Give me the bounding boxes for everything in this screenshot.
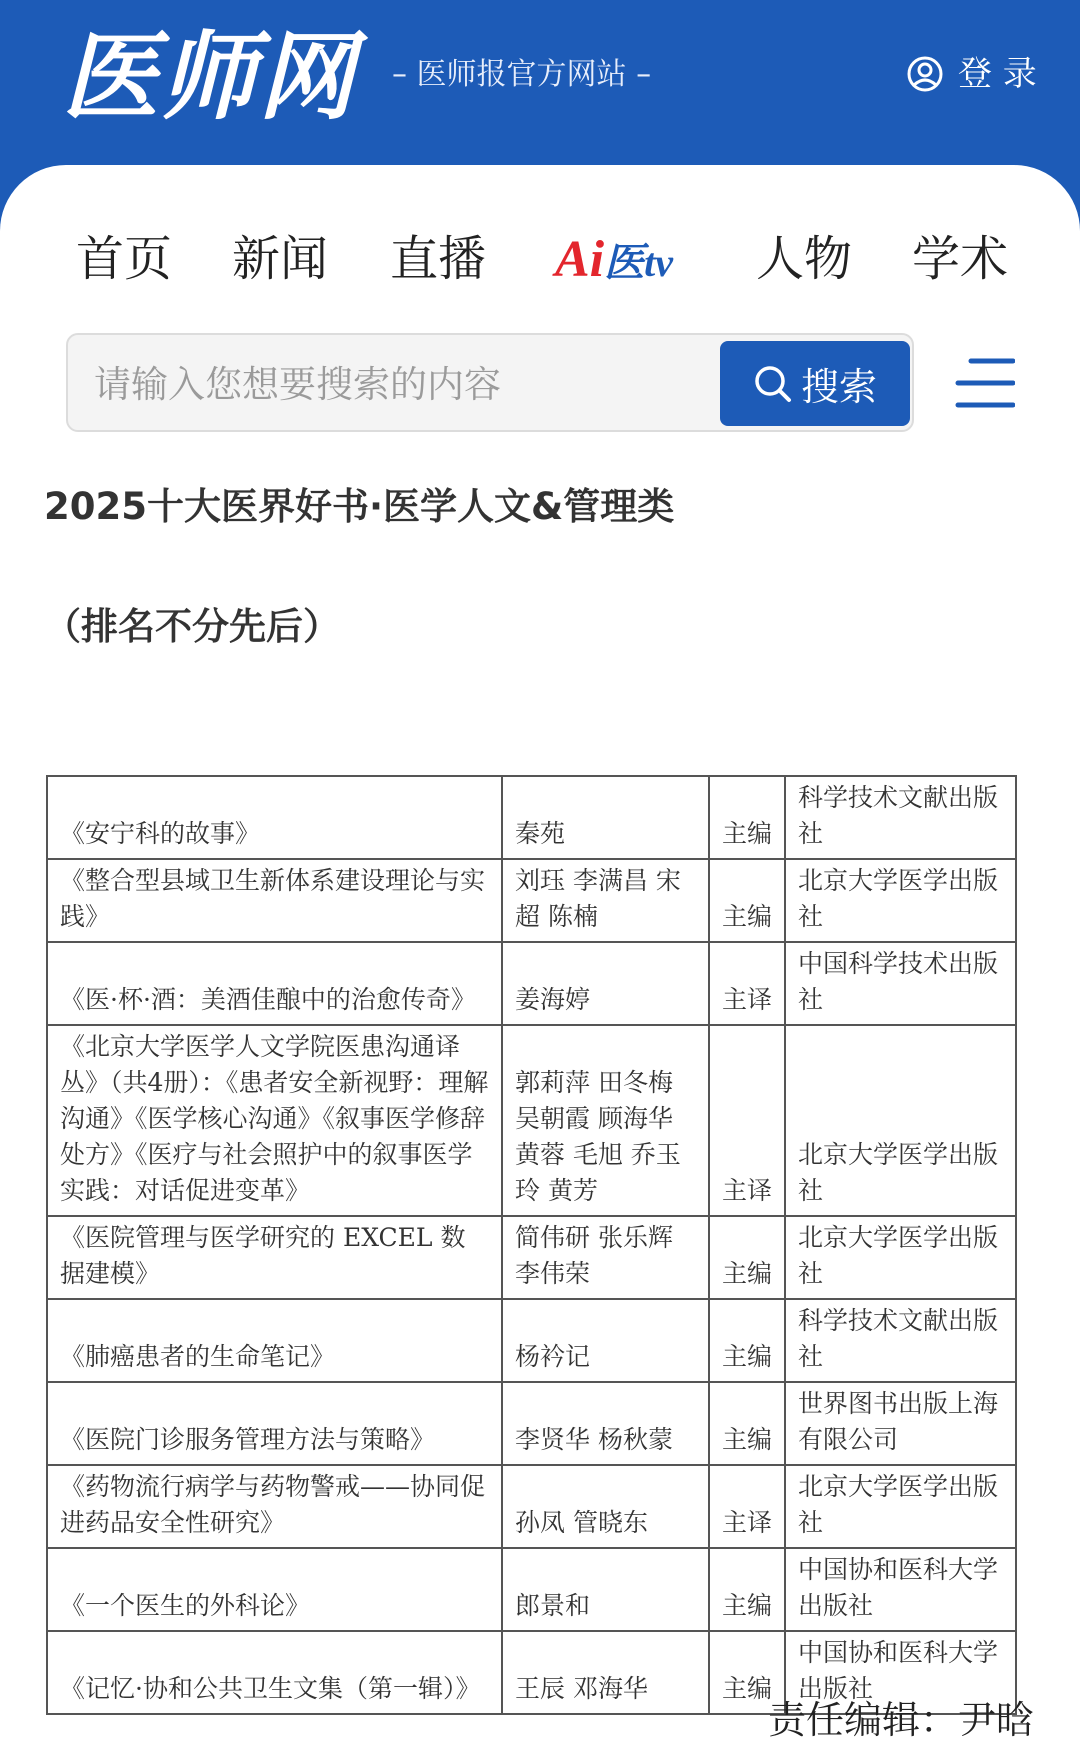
book-title-cell: 《肺癌患者的生命笔记》 <box>47 1299 502 1382</box>
book-publisher-cell: 北京大学医学出版社 <box>785 1025 1016 1216</box>
article-subtitle: （排名不分先后） <box>44 605 340 648</box>
book-role-cell: 主编 <box>709 776 785 859</box>
book-authors-cell: 郎景和 <box>502 1548 709 1631</box>
nav-academic[interactable]: 学术 <box>912 231 1009 287</box>
nav-logo-ai: Ai <box>555 231 605 288</box>
book-publisher-cell: 北京大学医学出版社 <box>785 859 1016 942</box>
book-title-cell: 《药物流行病学与药物警戒——协同促进药品安全性研究》 <box>47 1465 502 1548</box>
nav-logo-tv: tv <box>644 240 674 285</box>
table-row <box>47 1548 1016 1631</box>
book-publisher-cell: 中国科学技术出版社 <box>785 942 1016 1025</box>
book-role-cell: 主编 <box>709 1299 785 1382</box>
book-authors-cell: 简伟研 张乐辉 李伟荣 <box>502 1216 709 1299</box>
table-row <box>47 1382 1016 1465</box>
book-authors-cell: 王辰 邓海华 <box>502 1631 709 1714</box>
book-role-cell: 主译 <box>709 1025 785 1216</box>
book-table <box>46 775 1017 1715</box>
book-title-cell: 《记忆·协和公共卫生文集（第一辑）》 <box>47 1631 502 1714</box>
search-icon <box>753 364 793 404</box>
search-button[interactable] <box>720 341 910 426</box>
search-button-label: 搜索 <box>800 365 877 409</box>
book-title-cell: 《医院管理与医学研究的 EXCEL 数据建模》 <box>47 1216 502 1299</box>
nav-home[interactable]: 首页 <box>76 231 173 287</box>
book-authors-cell: 杨衿记 <box>502 1299 709 1382</box>
book-publisher-cell: 中国协和医科大学出版社 <box>785 1631 1016 1714</box>
book-role-cell: 主编 <box>709 1216 785 1299</box>
site-slogan: – 医师报官方网站 – <box>392 57 652 92</box>
book-title-cell: 《一个医生的外科论》 <box>47 1548 502 1631</box>
book-title-cell: 《医院门诊服务管理方法与策略》 <box>47 1382 502 1465</box>
book-role-cell: 主编 <box>709 1382 785 1465</box>
book-authors-cell: 郭莉萍 田冬梅 吴朝霞 顾海华 黄蓉 毛旭 乔玉玲 黄芳 <box>502 1025 709 1216</box>
table-row <box>47 776 1016 859</box>
book-publisher-cell: 北京大学医学出版社 <box>785 1216 1016 1299</box>
search-bar <box>66 333 914 432</box>
table-row <box>47 1299 1016 1382</box>
book-authors-cell: 孙凤 管晓东 <box>502 1465 709 1548</box>
table-row <box>47 859 1016 942</box>
book-role-cell: 主编 <box>709 1548 785 1631</box>
book-authors-cell: 李贤华 杨秋蒙 <box>502 1382 709 1465</box>
book-publisher-cell: 中国协和医科大学出版社 <box>785 1548 1016 1631</box>
book-table-body <box>47 776 1016 1714</box>
table-row <box>47 1216 1016 1299</box>
book-title-cell: 《北京大学医学人文学院医患沟通译丛》（共4册）：《患者安全新视野：理解沟通》《医学核心沟通》《叙事医学修辞处方》《医疗与社会照护中的叙事医学实践：对话促进变革》 <box>47 1025 502 1216</box>
nav-people[interactable]: 人物 <box>756 231 853 287</box>
book-authors-cell: 姜海婷 <box>502 942 709 1025</box>
book-authors-cell: 刘珏 李满昌 宋超 陈楠 <box>502 859 709 942</box>
login-button[interactable] <box>906 52 1037 96</box>
book-role-cell: 主编 <box>709 1631 785 1714</box>
menu-icon[interactable] <box>955 355 1015 411</box>
book-title-cell: 《整合型县域卫生新体系建设理论与实践》 <box>47 859 502 942</box>
search-input[interactable] <box>94 357 694 411</box>
nav-live[interactable]: 直播 <box>390 231 487 287</box>
user-icon <box>906 55 944 93</box>
book-publisher-cell: 科学技术文献出版社 <box>785 1299 1016 1382</box>
table-row <box>47 1465 1016 1548</box>
table-row <box>47 942 1016 1025</box>
nav-logo-yi: 医 <box>604 240 645 285</box>
book-title-cell: 《医·杯·酒：美酒佳酿中的治愈传奇》 <box>47 942 502 1025</box>
nav-news[interactable]: 新闻 <box>232 231 329 287</box>
book-role-cell: 主编 <box>709 859 785 942</box>
nav-ai-tv-logo[interactable] <box>555 230 685 290</box>
site-logo[interactable]: 医师网 <box>62 20 356 133</box>
article-title: 2025十大医界好书·医学人文&管理类 <box>44 485 675 528</box>
responsible-editor: 责任编辑：尹晗 <box>767 1698 1034 1742</box>
book-role-cell: 主译 <box>709 942 785 1025</box>
book-publisher-cell: 世界图书出版上海有限公司 <box>785 1382 1016 1465</box>
book-authors-cell: 秦苑 <box>502 776 709 859</box>
book-publisher-cell: 北京大学医学出版社 <box>785 1465 1016 1548</box>
table-row <box>47 1025 1016 1216</box>
book-publisher-cell: 科学技术文献出版社 <box>785 776 1016 859</box>
book-role-cell: 主译 <box>709 1465 785 1548</box>
login-label: 登 录 <box>958 54 1037 94</box>
book-title-cell: 《安宁科的故事》 <box>47 776 502 859</box>
main-nav <box>0 224 1080 294</box>
